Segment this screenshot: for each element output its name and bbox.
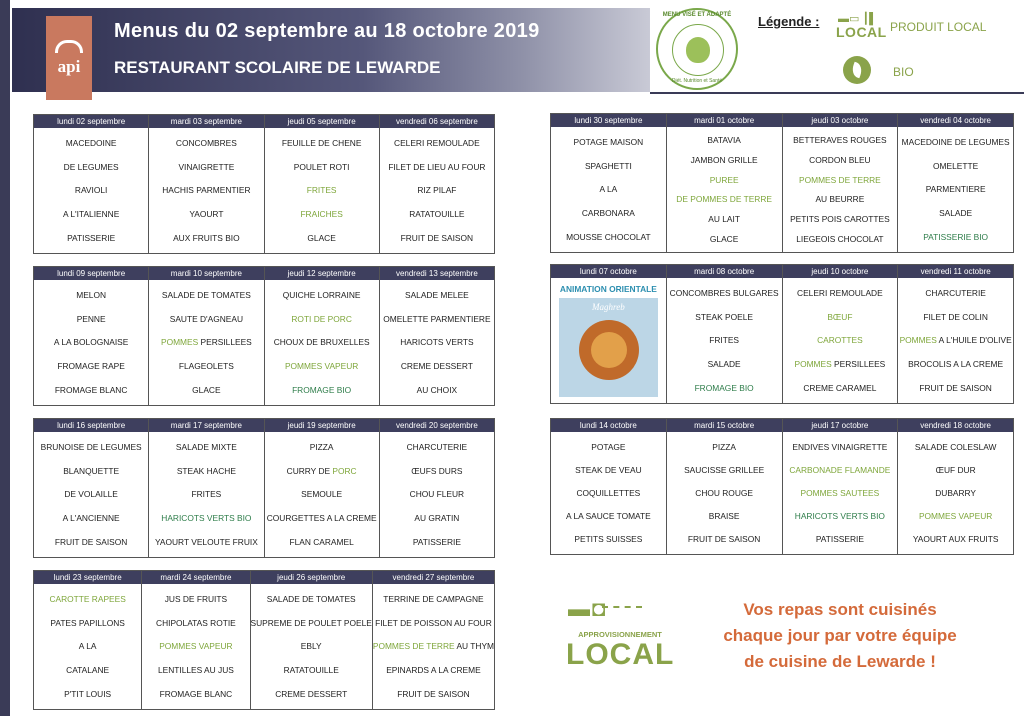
menu-item: CONCOMBRES BULGARES xyxy=(669,287,779,298)
menu-item: A LA xyxy=(78,641,97,652)
local-highlight: POMMES xyxy=(160,337,201,348)
menu-item: DE VOLAILLE xyxy=(64,489,118,500)
menu-item: POMMES VAPEUR xyxy=(918,511,993,522)
appro-label: APPROVISIONNEMENT xyxy=(578,630,662,639)
menu-item: BRUNOISE DE LEGUMES xyxy=(40,441,142,452)
day-header: lundi 07 octobre xyxy=(551,265,666,278)
menu-item: PIZZA xyxy=(309,441,334,452)
menu-item: RIZ PILAF xyxy=(417,185,457,196)
menu-item: FROMAGE BIO xyxy=(292,385,352,396)
menu-items xyxy=(898,127,1013,252)
menu-item: POULET ROTI xyxy=(293,161,350,172)
apple-icon xyxy=(686,37,710,63)
menu-item: FLAGEOLETS xyxy=(178,361,234,372)
menu-item: CORDON BLEU xyxy=(809,154,871,165)
menu-item: PENNE xyxy=(76,313,106,324)
menu-item: ŒUF DUR xyxy=(935,464,976,475)
menu-item: RATATOUILLE xyxy=(409,209,465,220)
menu-item: CREME CARAMEL xyxy=(803,383,877,394)
slogan-line-3: de cuisine de Lewarde ! xyxy=(744,652,936,671)
menu-item: EBLY xyxy=(300,641,322,652)
tajine-food-icon xyxy=(591,332,627,368)
badge-top-text: MENU VISÉ ET ADAPTÉ xyxy=(662,12,732,18)
menu-item: FEUILLE DE CHENE xyxy=(281,137,362,148)
menu-item: PETITS SUISSES xyxy=(574,534,643,545)
left-border-strip xyxy=(0,0,10,716)
day-column xyxy=(34,571,141,709)
day-column xyxy=(34,267,148,405)
menu-items xyxy=(34,432,148,557)
week-table xyxy=(550,113,1014,253)
menu-item-text: PERSILLEES xyxy=(200,337,252,348)
menu-item: FRITES xyxy=(709,335,740,346)
menu-items xyxy=(667,127,782,252)
menu-item: PATES PAPILLONS xyxy=(50,617,125,628)
menu-item: PATISSERIE BIO xyxy=(923,232,989,243)
day-column xyxy=(141,571,249,709)
menu-item: CAROTTES xyxy=(817,335,863,346)
api-logo xyxy=(46,16,92,100)
menu-item: HARICOTS VERTS BIO xyxy=(794,511,885,522)
menu-item: BETTERAVES ROUGES xyxy=(793,134,887,145)
menu-item: COQUILLETTES xyxy=(576,487,641,498)
menu-item: HARICOTS VERTS xyxy=(400,337,474,348)
day-column xyxy=(666,265,782,403)
menu-item: ŒUFS DURS xyxy=(411,465,463,476)
day-column xyxy=(551,265,666,403)
menu-item: EPINARDS A LA CREME xyxy=(386,665,481,676)
menu-item: CONCOMBRES xyxy=(175,137,237,148)
menu-items xyxy=(783,432,898,554)
menu-item-text: AU THYM xyxy=(454,641,495,652)
menu-item: FRUIT DE SAISON xyxy=(397,689,470,700)
menu-items xyxy=(34,128,148,253)
menu-item: PETITS POIS CAROTTES xyxy=(790,214,890,225)
day-column xyxy=(551,114,666,252)
menu-item: CATALANE xyxy=(66,665,110,676)
week-table xyxy=(33,570,495,710)
menu-item: RATATOUILLE xyxy=(283,665,339,676)
menu-item: DE LEGUMES xyxy=(63,161,119,172)
menu-items xyxy=(667,432,782,554)
menu-item: GLACE xyxy=(307,233,336,244)
menu-item: FROMAGE RAPE xyxy=(57,361,125,372)
menu-item: FROMAGE BIO xyxy=(694,383,754,394)
day-column xyxy=(148,115,263,253)
menu-item: CHARCUTERIE xyxy=(925,287,986,298)
menu-items xyxy=(265,128,379,253)
legend-title: Légende : xyxy=(758,14,820,29)
menu-items xyxy=(783,127,898,252)
menu-item: FRUIT DE SAISON xyxy=(919,383,992,394)
menu-item: POTAGE xyxy=(591,441,626,452)
menu-item: SAUTE D'AGNEAU xyxy=(169,313,243,324)
menu-item: POMMES VAPEUR xyxy=(159,641,233,652)
menu-item: POMMES SAUTEES xyxy=(800,487,880,498)
menu-item xyxy=(373,641,494,651)
day-column xyxy=(897,114,1013,252)
local-highlight: POMMES xyxy=(794,359,835,370)
day-column xyxy=(666,114,782,252)
menu-items xyxy=(380,280,494,405)
menu-item: BATAVIA xyxy=(707,134,741,145)
menu-item-text: CURRY DE xyxy=(286,465,333,476)
menu-item: MACEDOINE xyxy=(65,137,117,148)
book-title: Maghreb xyxy=(592,302,625,312)
menu-item: CELERI REMOULADE xyxy=(797,287,883,298)
menu-item: FLAN CARAMEL xyxy=(289,537,354,548)
day-column xyxy=(148,419,263,557)
menu-item: FILET DE COLIN xyxy=(923,311,988,322)
menu-item-text: PERSILLEES xyxy=(834,359,886,370)
day-column xyxy=(782,419,898,554)
page-subtitle: RESTAURANT SCOLAIRE DE LEWARDE xyxy=(114,58,441,77)
menu-item: P'TIT LOUIS xyxy=(64,689,112,700)
day-header: lundi 09 septembre xyxy=(34,267,148,280)
menu-item: SALADE xyxy=(939,208,973,219)
day-column xyxy=(148,267,263,405)
menu-items xyxy=(898,278,1013,403)
day-header: lundi 23 septembre xyxy=(34,571,141,584)
tractor-icon: ▬▭ ┃▌ xyxy=(838,13,877,25)
menu-item: FRAICHES xyxy=(300,209,343,220)
badge-inner xyxy=(672,24,724,76)
menu-item: A LA SAUCE TOMATE xyxy=(566,511,651,522)
day-column xyxy=(264,115,379,253)
day-header: jeudi 26 septembre xyxy=(251,571,372,584)
day-column xyxy=(897,265,1013,403)
menu-item xyxy=(898,335,1013,345)
menu-item xyxy=(783,359,898,369)
appro-local-logo xyxy=(566,596,675,671)
local-highlight: POMMES DE TERRE xyxy=(372,641,455,652)
menu-item: CAROTTE RAPEES xyxy=(49,593,126,604)
menu-item: VINAIGRETTE xyxy=(178,161,235,172)
week-table xyxy=(33,418,495,558)
day-header: lundi 30 septembre xyxy=(551,114,666,127)
local-logo-word: LOCAL xyxy=(836,24,887,40)
menu-items xyxy=(34,280,148,405)
menu-item: PATISSERIE xyxy=(67,233,116,244)
maghreb-cookbook-image xyxy=(559,298,658,397)
day-header: mardi 15 octobre xyxy=(667,419,782,432)
menu-item: OMELETTE xyxy=(933,160,979,171)
menu-items xyxy=(34,584,141,709)
menu-item: STEAK HACHE xyxy=(176,465,236,476)
slogan-line-2: chaque jour par votre équipe xyxy=(723,626,957,645)
menu-item: LENTILLES AU JUS xyxy=(157,665,234,676)
day-column xyxy=(264,267,379,405)
day-header: vendredi 18 octobre xyxy=(898,419,1013,432)
menu-item: PARMENTIERE xyxy=(925,184,986,195)
menu-item: BŒUF xyxy=(827,311,853,322)
menu-item: HACHIS PARMENTIER xyxy=(162,185,251,196)
menu-item: FRUIT DE SAISON xyxy=(687,534,761,545)
menu-item: FRITES xyxy=(306,185,337,196)
menu-item: GLACE xyxy=(192,385,221,396)
menu-items xyxy=(149,128,263,253)
menu-item xyxy=(149,337,263,347)
menu-item: MACEDOINE DE LEGUMES xyxy=(901,136,1010,147)
day-header: lundi 02 septembre xyxy=(34,115,148,128)
menu-item: CHARCUTERIE xyxy=(406,441,468,452)
menu-item: SALADE COLESLAW xyxy=(914,441,997,452)
day-header: jeudi 19 septembre xyxy=(265,419,379,432)
day-column xyxy=(782,114,898,252)
menu-item: AU GRATIN xyxy=(414,513,460,524)
menu-items xyxy=(551,127,666,252)
menu-item: FILET DE LIEU AU FOUR xyxy=(388,161,486,172)
menu-item: RAVIOLI xyxy=(74,185,108,196)
menu-vise-badge xyxy=(656,8,738,90)
menu-item: SEMOULE xyxy=(301,489,343,500)
day-header: vendredi 11 octobre xyxy=(898,265,1013,278)
menu-item: MELON xyxy=(76,289,107,300)
logo-arc-icon xyxy=(55,40,83,53)
day-header: jeudi 10 octobre xyxy=(783,265,898,278)
menu-item: SALADE xyxy=(707,359,741,370)
tractor-icon: ▬◘ xyxy=(568,596,608,621)
menu-item: FILET DE POISSON AU FOUR xyxy=(375,617,492,628)
menu-item: SAUCISSE GRILLEE xyxy=(684,464,765,475)
local-highlight: PORC xyxy=(332,465,357,476)
day-header: mardi 17 septembre xyxy=(149,419,263,432)
menu-items xyxy=(149,432,263,557)
day-header: lundi 16 septembre xyxy=(34,419,148,432)
day-header: vendredi 13 septembre xyxy=(380,267,494,280)
day-header: vendredi 06 septembre xyxy=(380,115,494,128)
menu-item: CARBONARA xyxy=(581,208,635,219)
menu-item-text: A L'HUILE D'OLIVE xyxy=(936,335,1012,346)
menu-item: POTAGE MAISON xyxy=(573,136,644,147)
menu-item: TERRINE DE CAMPAGNE xyxy=(383,593,484,604)
legend-bio-label: BIO xyxy=(893,65,914,79)
menu-item: A LA xyxy=(599,184,618,195)
day-column xyxy=(551,419,666,554)
day-column xyxy=(897,419,1013,554)
menu-item: YAOURT VELOUTE FRUIX xyxy=(154,537,258,548)
menu-item: PATISSERIE xyxy=(815,534,864,545)
menu-item: AU CHOIX xyxy=(416,385,458,396)
day-column xyxy=(250,571,372,709)
menu-item: YAOURT AUX FRUITS xyxy=(912,534,999,545)
menu-item: CREME DESSERT xyxy=(275,689,348,700)
menu-item: FROMAGE BLANC xyxy=(159,689,233,700)
day-header: vendredi 27 septembre xyxy=(373,571,494,584)
legend-local-label: PRODUIT LOCAL xyxy=(890,20,987,34)
day-header: vendredi 20 septembre xyxy=(380,419,494,432)
menu-items xyxy=(898,432,1013,554)
menu-item: BLANQUETTE xyxy=(63,465,120,476)
menu-item: QUICHE LORRAINE xyxy=(282,289,361,300)
menu-items xyxy=(380,432,494,557)
menu-item: A L'ITALIENNE xyxy=(62,209,120,220)
menu-items xyxy=(149,280,263,405)
menu-item: A L'ANCIENNE xyxy=(62,513,120,524)
menu-item: FRUIT DE SAISON xyxy=(400,233,474,244)
menu-item xyxy=(265,466,379,476)
day-column xyxy=(782,265,898,403)
menu-item: FRUIT DE SAISON xyxy=(54,537,128,548)
local-legend-icon xyxy=(836,10,887,40)
menu-item: OMELETTE PARMENTIERE xyxy=(383,313,491,324)
menu-items xyxy=(783,278,898,403)
day-column xyxy=(379,267,494,405)
menu-item: POMMES VAPEUR xyxy=(284,361,359,372)
menu-item: BRAISE xyxy=(708,511,740,522)
day-column xyxy=(379,419,494,557)
menu-item: HARICOTS VERTS BIO xyxy=(161,513,252,524)
menu-item: CARBONADE FLAMANDE xyxy=(789,464,891,475)
menu-items xyxy=(142,584,249,709)
menu-item: LIEGEOIS CHOCOLAT xyxy=(796,234,884,245)
menu-item: BROCOLIS A LA CREME xyxy=(908,359,1004,370)
menu-item: CHIPOLATAS ROTIE xyxy=(156,617,236,628)
menu-item: MOUSSE CHOCOLAT xyxy=(566,232,651,243)
dashed-arrow xyxy=(602,606,642,608)
day-header: jeudi 03 octobre xyxy=(783,114,898,127)
menu-item: PUREE xyxy=(709,174,739,185)
local-big-word: LOCAL xyxy=(566,638,675,671)
slogan xyxy=(690,597,990,675)
week-table xyxy=(550,418,1014,555)
menu-item: CHOU FLEUR xyxy=(409,489,465,500)
badge-bottom-text: Diét. Nutrition et Santé xyxy=(671,78,723,84)
menu-item: YAOURT xyxy=(189,209,224,220)
day-column xyxy=(379,115,494,253)
day-header: jeudi 17 octobre xyxy=(783,419,898,432)
menu-items xyxy=(380,128,494,253)
menu-items xyxy=(373,584,494,709)
slogan-line-1: Vos repas sont cuisinés xyxy=(743,600,937,619)
menu-items xyxy=(251,584,372,709)
menu-item: JUS DE FRUITS xyxy=(164,593,228,604)
menu-item: STEAK DE VEAU xyxy=(575,464,642,475)
page-title: Menus du 02 septembre au 18 octobre 2019 xyxy=(114,20,540,42)
menu-item: CREME DESSERT xyxy=(400,361,473,372)
menu-item: A LA BOLOGNAISE xyxy=(53,337,129,348)
menu-item: PATISSERIE xyxy=(412,537,461,548)
bio-leaf-icon xyxy=(843,56,871,84)
logo-text: api xyxy=(57,56,81,76)
menu-item: JAMBON GRILLE xyxy=(690,154,758,165)
day-header: mardi 01 octobre xyxy=(667,114,782,127)
day-column xyxy=(666,419,782,554)
menu-item: FRITES xyxy=(191,489,222,500)
day-column xyxy=(264,419,379,557)
menu-item: FROMAGE BLANC xyxy=(54,385,128,396)
week-table xyxy=(33,114,495,254)
menu-item: SUPREME DE POULET POELE xyxy=(250,617,372,628)
menu-item: SALADE MIXTE xyxy=(175,441,237,452)
menu-items xyxy=(667,278,782,403)
menu-item: POMMES DE TERRE xyxy=(799,174,881,185)
menu-items xyxy=(265,280,379,405)
menu-item: AU BEURRE xyxy=(815,194,865,205)
day-header: lundi 14 octobre xyxy=(551,419,666,432)
menu-item: SALADE DE TOMATES xyxy=(266,593,356,604)
menu-item: DUBARRY xyxy=(935,487,977,498)
menu-items xyxy=(265,432,379,557)
local-highlight: POMMES xyxy=(899,335,937,346)
menu-item: AUX FRUITS BIO xyxy=(173,233,240,244)
menu-item: ROTI DE PORC xyxy=(291,313,352,324)
day-column xyxy=(372,571,494,709)
day-header: mardi 24 septembre xyxy=(142,571,249,584)
day-column xyxy=(34,419,148,557)
menu-item: SALADE DE TOMATES xyxy=(161,289,251,300)
day-column xyxy=(34,115,148,253)
header-frame-line xyxy=(650,92,1024,94)
menu-item: PIZZA xyxy=(712,441,736,452)
menu-item: SALADE MELEE xyxy=(404,289,469,300)
menu-item: ENDIVES VINAIGRETTE xyxy=(792,441,888,452)
day-header: mardi 08 octobre xyxy=(667,265,782,278)
day-header: mardi 03 septembre xyxy=(149,115,263,128)
animation-label: ANIMATION ORIENTALE xyxy=(559,284,657,294)
day-header: jeudi 05 septembre xyxy=(265,115,379,128)
menu-item: COURGETTES A LA CREME xyxy=(266,513,377,524)
menu-item: CHOUX DE BRUXELLES xyxy=(273,337,370,348)
day-header: mardi 10 septembre xyxy=(149,267,263,280)
day-header: jeudi 12 septembre xyxy=(265,267,379,280)
menu-item: STEAK POELE xyxy=(695,311,753,322)
week-table xyxy=(33,266,495,406)
menu-item: DE POMMES DE TERRE xyxy=(676,194,772,205)
menu-item: AU LAIT xyxy=(708,214,740,225)
menu-item: GLACE xyxy=(709,234,739,245)
menu-item: CHOU ROUGE xyxy=(695,487,753,498)
menu-item: SPAGHETTI xyxy=(584,160,632,171)
menu-items xyxy=(551,432,666,554)
week-table xyxy=(550,264,1014,404)
day-header: vendredi 04 octobre xyxy=(898,114,1013,127)
menu-item: CELERI REMOULADE xyxy=(394,137,480,148)
